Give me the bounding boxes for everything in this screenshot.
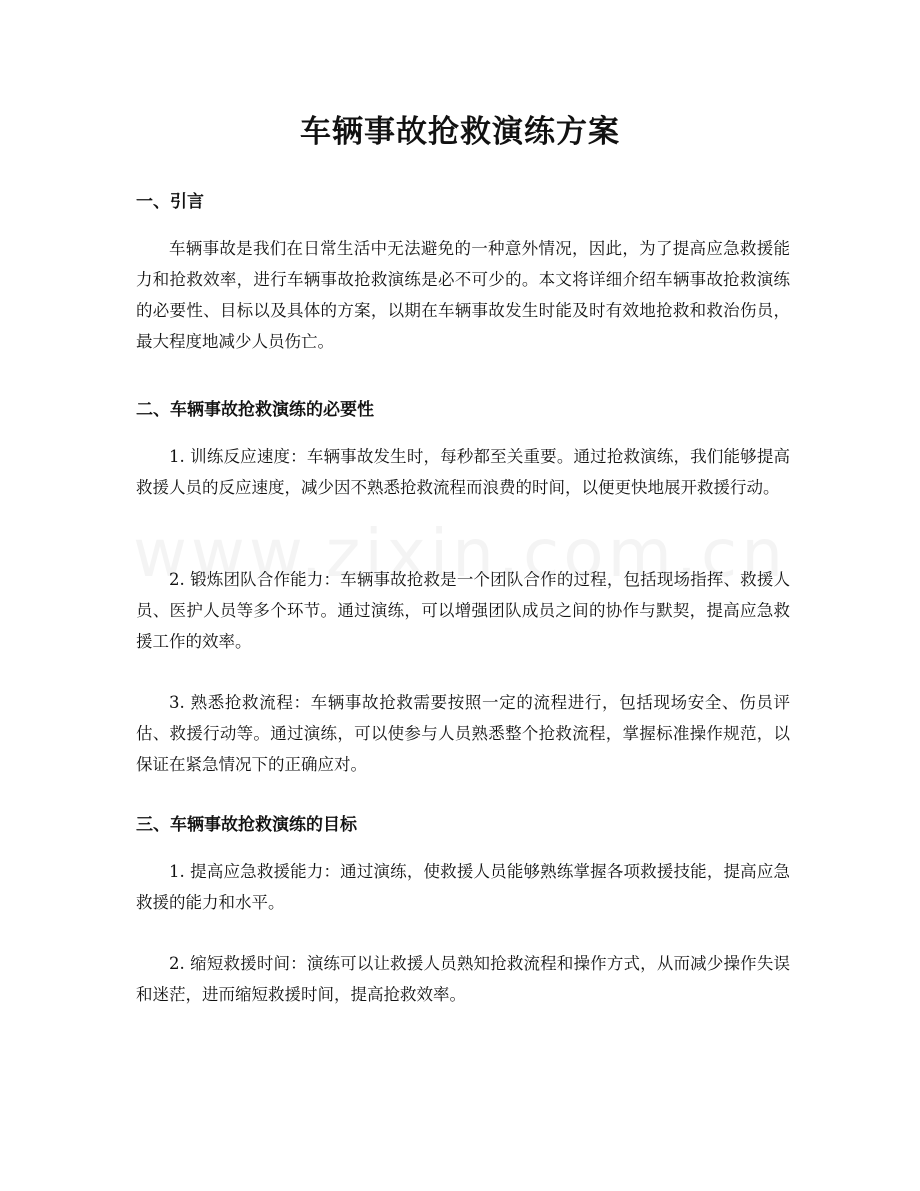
section-heading-necessity: 二、车辆事故抢救演练的必要性 — [136, 400, 374, 420]
paragraph-introduction: 车辆事故是我们在日常生活中无法避免的一种意外情况，因此，为了提高应急救援能力和抢救效率，进行车辆事故抢救演练是必不可少的。本文将详细介绍车辆事故抢救演练的必要性、目标以及具体的方案，以期在车辆事故发生时能及时有效地抢救和救治伤员，最大程度地减少人员伤亡。 — [136, 239, 790, 351]
section-heading-introduction: 一、引言 — [136, 192, 204, 212]
paragraph-necessity-3: 3. 熟悉抢救流程：车辆事故抢救需要按照一定的流程进行，包括现场安全、伤员评估、救援行动等。通过演练，可以使参与人员熟悉整个抢救流程，掌握标准操作规范，以保证在紧急情况下的正确应对。 — [136, 693, 790, 774]
section-heading-goals: 三、车辆事故抢救演练的目标 — [136, 815, 357, 835]
page-title: 车辆事故抢救演练方案 — [300, 114, 620, 150]
paragraph-necessity-1: 1. 训练反应速度：车辆事故发生时，每秒都至关重要。通过抢救演练，我们能够提高救援人员的反应速度，减少因不熟悉抢救流程而浪费的时间，以便更快地展开救援行动。 — [136, 447, 790, 497]
paragraph-necessity-2: 2. 锻炼团队合作能力：车辆事故抢救是一个团队合作的过程，包括现场指挥、救援人员、医护人员等多个环节。通过演练，可以增强团队成员之间的协作与默契，提高应急救援工作的效率。 — [136, 570, 790, 651]
paragraph-goals-2: 2. 缩短救援时间：演练可以让救援人员熟知抢救流程和操作方式，从而减少操作失误和迷茫，进而缩短救援时间，提高抢救效率。 — [136, 954, 790, 1004]
paragraph-goals-1: 1. 提高应急救援能力：通过演练，使救援人员能够熟练掌握各项救援技能，提高应急救援的能力和水平。 — [136, 862, 790, 912]
